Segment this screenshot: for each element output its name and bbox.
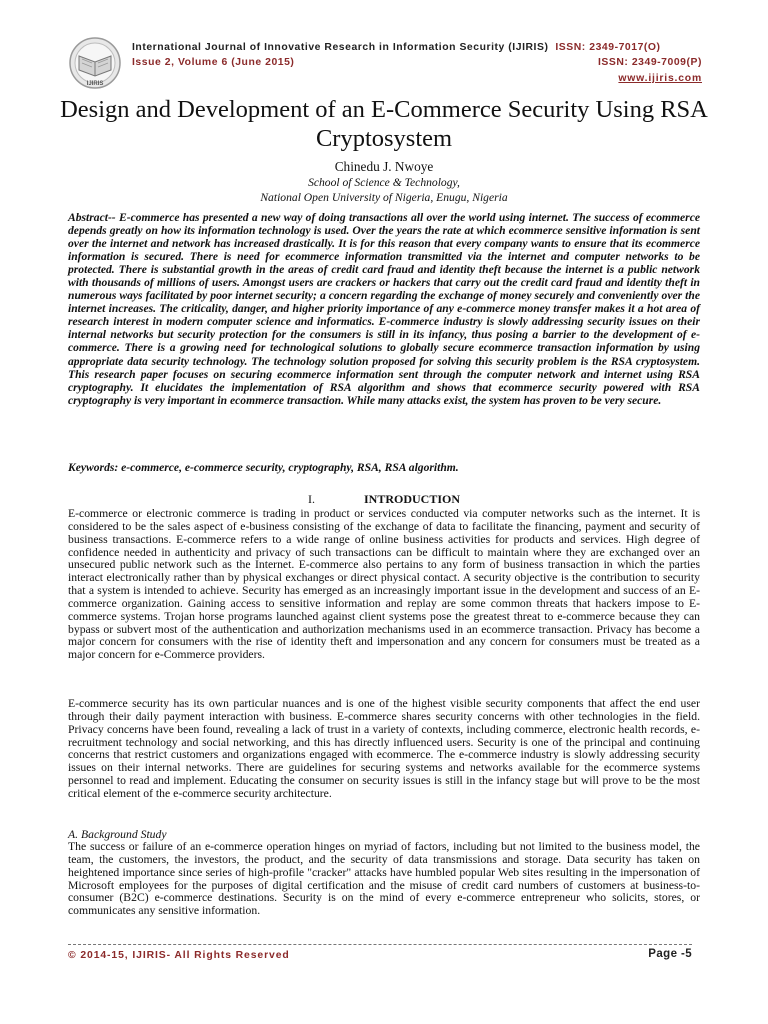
- intro-paragraph-2: E-commerce security has its own particular nuances and is one of the highest visible security components that affect the end user through their daily payment interaction with business. E-commerce shares security concerns with other technologies in the field. Privacy concerns have been found, revealing a lack of trust in a variety of contexts, including commerce, electronic health records, e-recruitment technology and social networking, and this has directly influenced users. Security is one of the principal and continuing concerns that restrict customers and organizations engaged with ecommerce. The e-commerce industry is slowly addressing security issues on their internal networks. There are guidelines for securing systems and networks available for the ecommerce systems personnel to read and implement. Educating the consumer on security issues is still in the infancy stage but will prove to be the most critical element of the e-commerce security architecture.: [68, 697, 700, 800]
- section-number: I.: [307, 492, 315, 506]
- issue-info: Issue 2, Volume 6 (June 2015): [132, 57, 295, 68]
- page-number: Page -5: [648, 948, 692, 960]
- background-paragraph: The success or failure of an e-commerce operation hinges on myriad of factors, including but not limited to the business model, the team, the customers, the investors, the product, and the security of data transmissions and storage. Data security has taken on heightened importance since series of high-profile "cracker" attacks have humbled popular Web sites resulting in the impersonation of Microsoft employees for the purposes of digital certification and the misuse of credit card numbers of customers at business-to-consumer (B2C) e-commerce destinations. Security is on the mind of every e-commerce entrepreneur who solicits, stores, or communicates any sensitive information.: [68, 840, 700, 918]
- paper-title: Design and Development of an E-Commerce Security Using RSA Cryptosystem: [60, 96, 708, 152]
- svg-text:IJIRIS: IJIRIS: [86, 81, 104, 87]
- subsection-heading-background: A. Background Study: [68, 828, 167, 841]
- journal-name: International Journal of Innovative Research in Information Security (IJIRIS) ISSN: 2349-7017(O): [132, 42, 661, 53]
- abstract: Abstract-- E-commerce has presented a new way of doing transactions all over the world using internet. The success of ecommerce depends greatly on how its information technology is used. Over the years the rate at which ecommerce sensitive information is sent over the internet and network has increased drastically. It is for this reason that every company wants to ensure that its ecommerce information is secured. There is need for ecommerce information transmitted via the internet and computer networks to be protected. There is substantial growth in the areas of credit card fraud and identity theft because the internet is a public network with thousands of millions of users. Amongst users are crackers or hackers that carry out the credit card fraud and identity theft in numerous ways facilitated by poor internet security; a concern regarding the exchange of money securely and conveniently over the internet increases. The criticality, danger, and higher priority importance of any e-commerce money transfer makes it a hot area of research interest in modern computer science and informatics. E-commerce industry is slowly addressing security issues on their internal networks but security protection for the consumers is still in its infancy, thus posing a barrier to the development of e-commerce. There is a growing need for technological solutions to globally secure ecommerce transaction information by using appropriate data security technology. The technology solution proposed for solving this security problem is the RSA cryptosystem. This research paper focuses on securing ecommerce information sent through the computer network and internet using RSA cryptography. It elucidates the implementation of RSA algorithm and shows that ecommerce security powered with RSA cryptography is very important in ecommerce transaction. While many attacks exist, the system has proven to be very secure.: [68, 211, 700, 407]
- affiliation-school: School of Science & Technology,: [308, 176, 460, 189]
- journal-website-link[interactable]: www.ijiris.com: [618, 73, 702, 84]
- author-name: Chinedu J. Nwoye: [334, 159, 434, 174]
- intro-paragraph-1: E-commerce or electronic commerce is trading in product or services conducted via computer networks such as the internet. It is considered to be the sales aspect of e-business consisting of the exchange of data to facilitate the financing, payment and security of business transactions. E-commerce refers to a wide range of online business activities for products and services. High degree of confidence needed in authenticity and privacy of such transactions can be difficult to maintain where they are exchanged over an unsecured public network such as the Internet. E-commerce also pertains to any form of business transaction in which the parties interact electronically rather than by physical exchanges or direct physical contact. A security objective is the contribution to security that a system is intended to achieve. Security has emerged as an increasingly important issue in the development and success of an E-commerce organization. Gaining access to sensitive information and replay are some common threats that hackers impose to E-commerce systems. Trojan horse programs launched against client systems pose the greatest threat to e-commerce because they can bypass or subvert most of the authentication and authorization mechanisms used in an ecommerce transaction. Privacy has become a major concern for consumers with the rise of identity theft and impersonation and any concern for consumers must be treated as a major concern for e-Commerce providers.: [68, 507, 700, 662]
- footer-divider: [68, 944, 692, 945]
- journal-header: [68, 36, 704, 94]
- section-heading-introduction: [68, 492, 700, 507]
- issn-print: ISSN: 2349-7009(P): [597, 57, 702, 68]
- affiliation-university: National Open University of Nigeria, Enugu, Nigeria: [260, 191, 508, 204]
- copyright: © 2014-15, IJIRIS- All Rights Reserved: [68, 950, 290, 961]
- journal-logo-icon: [68, 36, 122, 90]
- section-title: INTRODUCTION: [363, 492, 460, 506]
- issn-online: ISSN: 2349-7017(O): [555, 42, 661, 53]
- keywords: Keywords: e-commerce, e-commerce security, cryptography, RSA, RSA algorithm.: [68, 461, 459, 474]
